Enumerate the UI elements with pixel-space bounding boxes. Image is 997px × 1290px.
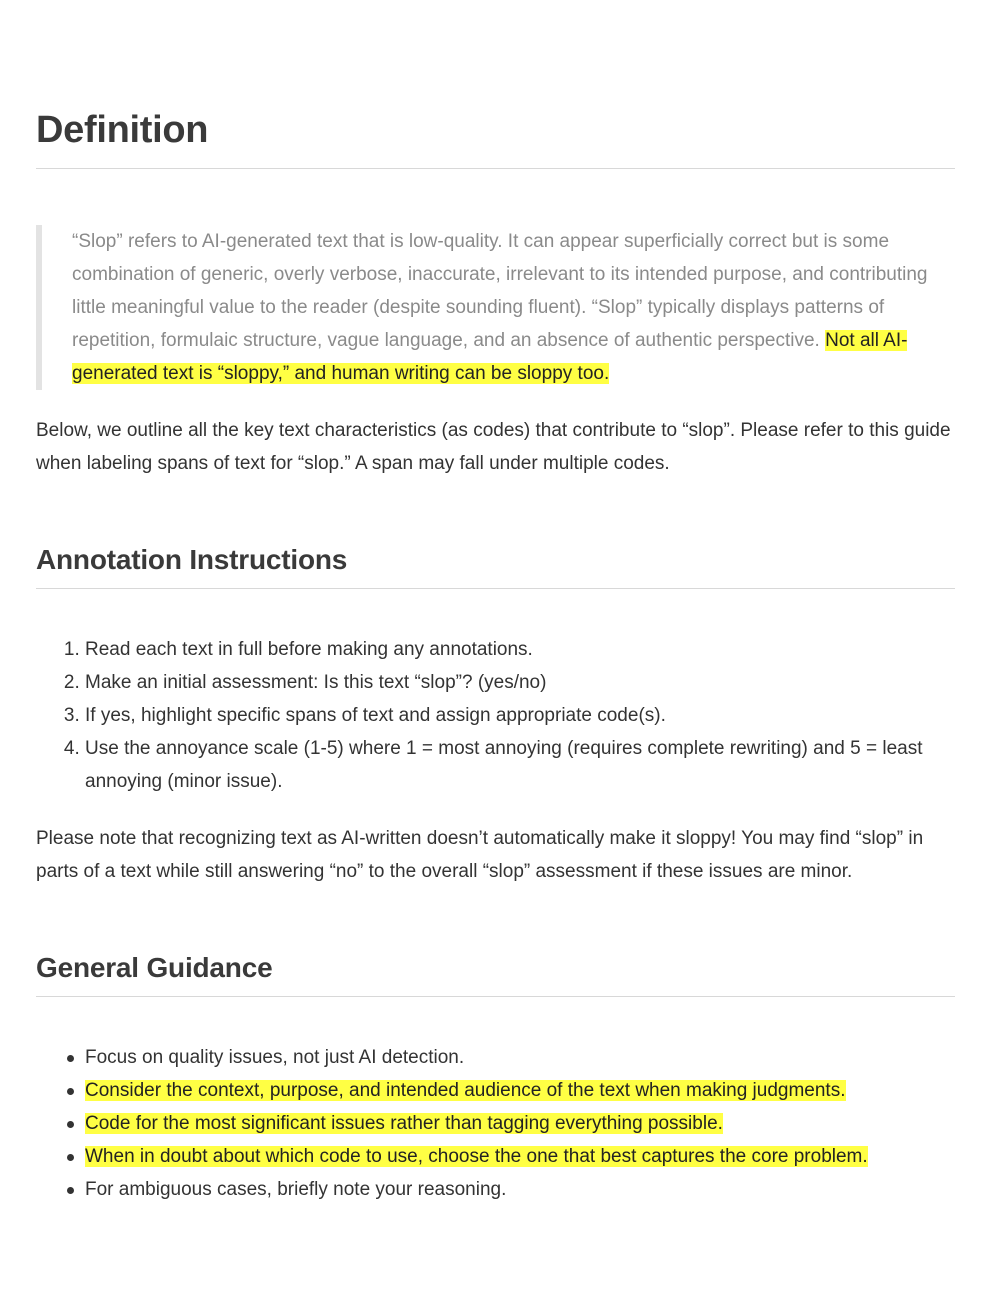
annotation-note: Please note that recognizing text as AI-written doesn’t automatically make it sloppy! You may find “slop” in parts of a text while still answering “no” to the overall “slop” assessment if these issues are minor. [36, 828, 924, 882]
guidance-item [85, 1140, 955, 1173]
guidance-item [85, 1173, 955, 1206]
bullet-icon [67, 1154, 74, 1161]
guidance-item-highlight: Code for the most significant issues rather than tagging everything possible. [85, 1113, 723, 1134]
guidance-item-highlight: Consider the context, purpose, and intended audience of the text when making judgments. [85, 1080, 846, 1101]
annotation-heading: Annotation Instructions [36, 544, 348, 575]
guidance-item [85, 1107, 955, 1140]
annotation-step: 2. Make an initial assessment: Is this text “slop”? (yes/no) [85, 666, 955, 699]
guidance-item [85, 1074, 955, 1107]
guidance-item-text: Focus on quality issues, not just AI detection. [85, 1047, 465, 1068]
annotation-divider [36, 588, 955, 589]
definition-divider [36, 168, 955, 169]
guidance-divider [36, 996, 955, 997]
annotation-steps-list [36, 633, 955, 798]
bullet-icon [67, 1187, 74, 1194]
bullet-icon [67, 1121, 74, 1128]
guidance-item-highlight: When in doubt about which code to use, choose the one that best captures the core problem. [85, 1146, 868, 1167]
annotation-step: 3. If yes, highlight specific spans of text and assign appropriate code(s). [85, 699, 955, 732]
definition-highlight: Not all AI-generated text is “sloppy,” and human writing can be sloppy too. [72, 330, 908, 384]
bullet-icon [67, 1055, 74, 1062]
definition-intro: Below, we outline all the key text characteristics (as codes) that contribute to “slop”. Please refer to this guide when labeling spans of text for “slop.” A span may fall under multiple codes. [36, 420, 951, 474]
guidance-section [36, 950, 955, 1206]
annotation-step: 4. Use the annoyance scale (1-5) where 1 = most annoying (requires complete rewriting) and 5 = least annoying (minor issue). [85, 732, 955, 798]
annotation-step: 1. Read each text in full before making any annotations. [85, 633, 955, 666]
definition-blockquote [36, 225, 955, 390]
guidance-item-text: For ambiguous cases, briefly note your reasoning. [85, 1179, 507, 1200]
guidance-list [36, 1041, 955, 1206]
annotation-section [36, 542, 955, 888]
bullet-icon [67, 1088, 74, 1095]
guidance-item [85, 1041, 955, 1074]
definition-quote-body: “Slop” refers to AI-generated text that is low-quality. It can appear superficially correct but is some combination of generic, overly verbose, inaccurate, irrelevant to its intended purpose, and contributing little meaningful value to the reader (despite sounding fluent). “Slop” typically displays patterns of repetition, formulaic structure, vague language, and an absence of authentic perspective. [72, 231, 928, 351]
guidance-heading: General Guidance [36, 952, 273, 983]
definition-quote-text [72, 225, 955, 390]
definition-heading: Definition [36, 109, 209, 151]
